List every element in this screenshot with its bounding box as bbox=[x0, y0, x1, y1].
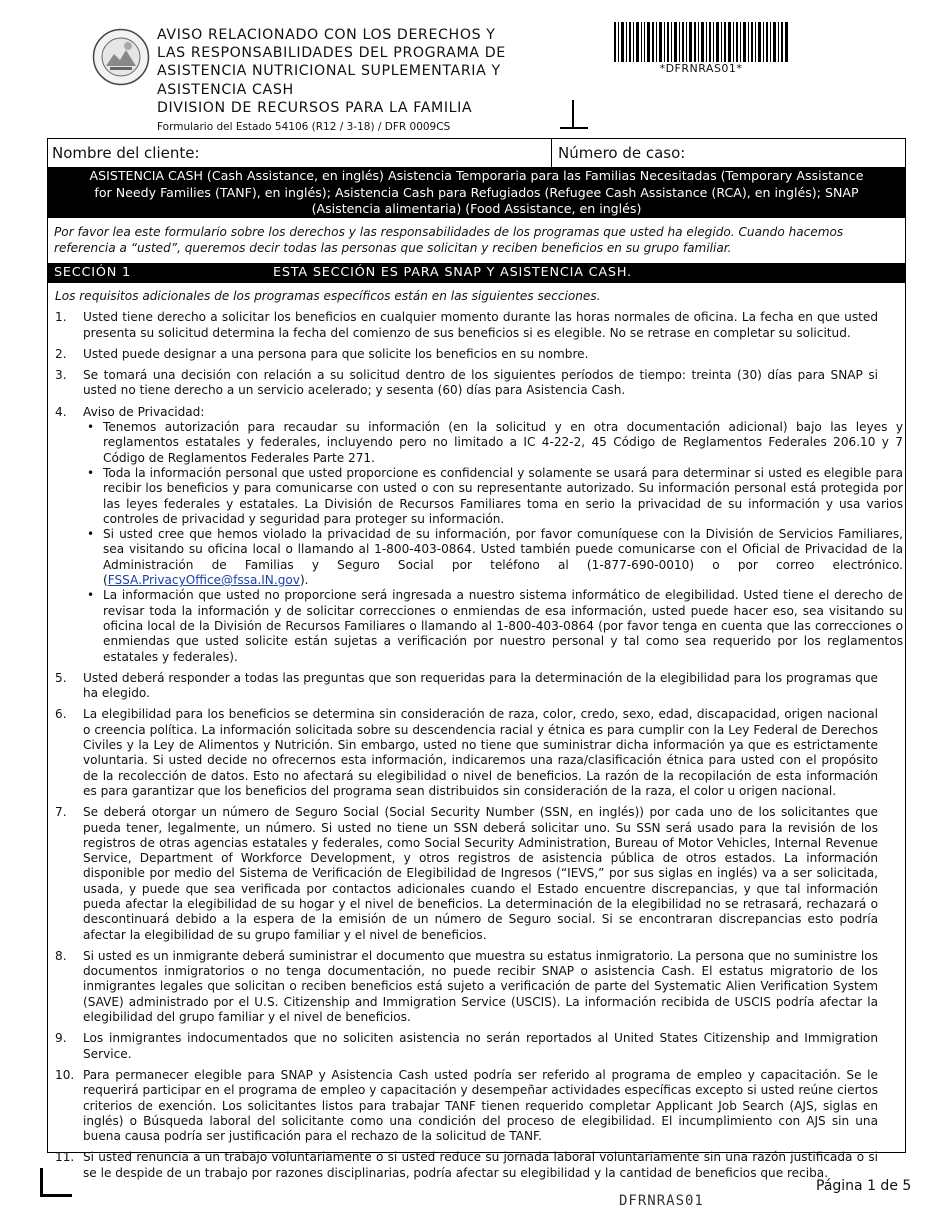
item-text: Usted puede designar a una persona para que solicite los beneficios en su nombre. bbox=[83, 346, 589, 361]
bullet-text-end: ). bbox=[299, 573, 309, 588]
case-number-cell bbox=[551, 139, 685, 167]
title-line: LAS RESPONSABILIDADES DEL PROGRAMA DE bbox=[157, 45, 506, 62]
registration-corner-mark bbox=[40, 1168, 72, 1198]
registration-mark bbox=[560, 100, 588, 130]
item-number: 10. bbox=[55, 1067, 75, 1082]
intro-text: Por favor lea este formulario sobre los derechos y las responsabilidades de los programas que usted ha elegido. Cuando hacemos referencia a “usted”, queremos decir todas las personas que solicitan y reciben beneficios en su grupo familiar. bbox=[54, 225, 844, 255]
list-item bbox=[48, 405, 905, 665]
page-number: Página 1 de 5 bbox=[816, 1178, 912, 1194]
list-item bbox=[48, 805, 905, 943]
bullet-text: Tenemos autorización para recaudar su información (en la solicitud y en otra documentación adicional) bajo las leyes y reglamentos estatales y federales, incluyendo pero no limitado a IC 4-22-2, 45 Código de Reglamentos Federales 206.10 y 7 Código de Reglamentos Federales Parte 271. bbox=[103, 420, 903, 465]
title-line: ASISTENCIA NUTRICIONAL SUPLEMENTARIA Y bbox=[157, 63, 501, 80]
list-item bbox=[48, 671, 905, 702]
state-seal-logo bbox=[92, 28, 150, 86]
section-lead: Los requisitos adicionales de los programas específicos están en las siguientes secciones. bbox=[55, 289, 601, 303]
document-title bbox=[157, 26, 506, 117]
item-number: 4. bbox=[55, 404, 67, 419]
list-item bbox=[48, 1150, 905, 1181]
bullet-icon: • bbox=[87, 588, 95, 603]
item-text: Usted deberá responder a todas las preguntas que son requeridas para la determinación de la elegibilidad para los programas que ha elegido. bbox=[83, 670, 878, 701]
list-item bbox=[48, 368, 905, 399]
item-text: Los inmigrantes indocumentados que no soliciten asistencia no serán reportados al United States Citizenship and Immigration Service. bbox=[83, 1031, 878, 1061]
section-header bbox=[48, 263, 905, 283]
programs-banner: ASISTENCIA CASH (Cash Assistance, en inglés) Asistencia Temporaria para las Familias Necesitadas (Temporary Assistance for Needy Families (TANF), en inglés); Asistencia Cash para Refugiados (Refugee Cash Assistance (RCA), en inglés); SNAP (Asistencia alimentaria) (Food Assistance, en inglés) bbox=[48, 168, 905, 218]
item-number: 11. bbox=[55, 1150, 75, 1165]
footer-form-code: DFRNRAS01 bbox=[619, 1193, 704, 1209]
bullet-text: Toda la información personal que usted proporcione es confidencial y solamente se usará para determinar si usted es elegible para recibir los beneficios y para comunicarse con usted o con su representante autorizado. Su información personal está protegida por las leyes federales y estatales. La División de Recursos Familiares toma en serio la privacidad de su información y usa varios controles de privacidad y seguridad para proteger su información. bbox=[103, 465, 903, 526]
case-number-field[interactable]: Número de caso: bbox=[558, 144, 686, 162]
barcode bbox=[614, 22, 788, 62]
form-id: Formulario del Estado 54106 (R12 / 3-18) / DFR 0009CS bbox=[157, 121, 451, 133]
item-number: 8. bbox=[55, 948, 67, 963]
section-number: SECCIÓN 1 bbox=[54, 265, 131, 280]
bullet-icon: • bbox=[87, 527, 95, 542]
list-item bbox=[48, 310, 905, 341]
bullet-item bbox=[83, 527, 905, 588]
item-text: Se tomará una decisión con relación a su solicitud dentro de los siguientes períodos de tiempo: treinta (30) días para SNAP si usted no tiene derecho a un servicio acelerado; y sesenta (60) días para Asistencia Cash. bbox=[83, 368, 878, 398]
bullet-item bbox=[83, 588, 905, 664]
item-text: Para permanecer elegible para SNAP y Asistencia Cash usted podría ser referido al programa de empleo y capacitación. Se le requerirá participar en el programa de empleo y capacitación y desempeñar actividades específicas excepto si usted reúne ciertos criterios de exención. Los solicitantes listos para trabajar TANF tienen requerido completar Applicant Job Search (AJS, siglas en inglés) o Búsqueda laboral del solicitante como una condición del proceso de elegibilidad. El incumplimiento con AJS sin una buena causa podría ser justificación para el rechazo de la solicitud de TANF. bbox=[83, 1067, 878, 1144]
section-title: ESTA SECCIÓN ES PARA SNAP Y ASISTENCIA CASH. bbox=[273, 265, 632, 280]
barcode-text: *DFRNRAS01* bbox=[659, 62, 743, 75]
title-line: ASISTENCIA CASH bbox=[157, 81, 294, 98]
bullet-text: La información que usted no proporcione será ingresada a nuestro sistema informático de elegibilidad. Usted tiene el derecho de revisar toda la información y de solicitar correcciones o enmiendas de esa información, usted puede hacer eso, sea visitando su oficina local de la División de Recursos Familiares o llamando al 1-800-403-0864 (por favor tenga en cuenta que las correcciones o enmiendas que usted solicite están sujetas a verificación por nuestro personal y tal como sea requerido por los reglamentos estatales y federales). bbox=[103, 588, 903, 664]
client-name-field[interactable]: Nombre del cliente: bbox=[52, 144, 200, 162]
item-number: 3. bbox=[55, 368, 67, 383]
bullet-icon: • bbox=[87, 420, 95, 435]
title-line: AVISO RELACIONADO CON LOS DERECHOS Y bbox=[157, 27, 496, 43]
privacy-bullets bbox=[83, 420, 903, 665]
title-line: DIVISION DE RECURSOS PARA LA FAMILIA bbox=[157, 99, 473, 116]
section-body bbox=[48, 287, 905, 1187]
item-text: Aviso de Privacidad: bbox=[83, 404, 205, 419]
client-row bbox=[48, 139, 905, 168]
item-number: 7. bbox=[55, 805, 67, 820]
list-item bbox=[48, 1031, 905, 1062]
list-item bbox=[48, 347, 905, 362]
item-text: Se deberá otorgar un número de Seguro Social (Social Security Number (SSN, en inglés)) por cada uno de los solicitantes que pueda tener, legalmente, un número. Si usted no tiene un SSN deberá solicitar uno. Su SSN será usado para la revisión de los registros de otras agencias estatales y federales, como Social Security Administration, Bureau of Motor Vehicles, Internal Revenue Service, Department of Workforce Development, y otros registros de asistencia pública de otros estados. La información disponible por medio del Sistema de Verificación de Elegibilidad de Ingresos (“IEVS,” por sus siglas en inglés) va a ser solicitada, usada, y puede que sea verificada por contactos adicionales cuando el Estado encuentre discrepancias, y que tal información pueda afectar la elegibilidad de su hogar y el nivel de beneficios. La determinación de la elegibilidad no se retrasará, rechazará o descontinuará debido a la espera de la emisión de un número de Seguro social. Si se encontraran discrepancias esto podría afectar la elegibilidad de su grupo familiar y el nivel de beneficios. bbox=[83, 805, 878, 942]
item-text: Usted tiene derecho a solicitar los beneficios en cualquier momento durante las horas normales de oficina. La fecha en que usted presenta su solicitud determina la fecha del comienzo de sus beneficios si es elegible. No se retrase en completar su solicitud. bbox=[83, 310, 878, 340]
item-number: 2. bbox=[55, 346, 67, 361]
item-number: 5. bbox=[55, 670, 67, 685]
form-frame bbox=[47, 138, 906, 1180]
bullet-text: Si usted cree que hemos violado la privacidad de su información, por favor comuníquese con la División de Servicios Familiares, sea visitando su oficina local o llamando al 1-800-403-0864. Usted también puede comunicarse con el Oficial de Privacidad de la Administración de Familias y Seguro Social por teléfono al (1-877-690-0010) o por correo electrónico. ( bbox=[103, 527, 903, 588]
item-number: 1. bbox=[55, 310, 67, 325]
bullet-icon: • bbox=[87, 465, 95, 480]
list-item bbox=[48, 1068, 905, 1144]
bullet-item bbox=[83, 420, 905, 466]
item-text: Si usted renuncia a un trabajo voluntariamente o si usted reduce su jornada laboral voluntariamente sin una razón justificada o si se le despide de un trabajo por razones disciplinarias, podría afectar su elegibilidad y la cantidad de beneficios que reciba. bbox=[83, 1150, 878, 1180]
item-number: 6. bbox=[55, 707, 67, 722]
bullet-item bbox=[83, 466, 905, 527]
item-text: La elegibilidad para los beneficios se determina sin consideración de raza, color, credo, sexo, edad, discapacidad, origen nacional o creencia política. La información solicitada sobre su descendencia racial y étnica es para cumplir con la Ley Federal de Derechos Civiles y la Ley de Alimentos y Nutrición. Sin embargo, usted no tiene que suministrar dicha información ya que es estrictamente voluntaria. Si usted decide no ofrecernos esta información, indicaremos una raza/clasificación étnica para usted con el propósito de la recolección de datos. Esto no afectará su elegibilidad o nivel de beneficios. La razón de la recopilación de esta información es para garantizar que los beneficios del programa sean distribuidos sin consideración de la raza, el color u origen nacional. bbox=[83, 707, 878, 798]
item-text: Si usted es un inmigrante deberá suministrar el documento que muestra su estatus inmigratorio. La persona que no suministre los documentos inmigratorios o no tenga documentación, no puede recibir SNAP o asistencia Cash. El estatus migratorio de los inmigrantes legales que solicitan o reciben beneficios está sujeto a verificación de parte del Systematic Alien Verification System (SAVE) administrado por el U.S. Citizenship and Immigration Service (USCIS). La información recibida de USCIS podría afectar la elegibilidad del grupo familiar y el nivel de beneficios. bbox=[83, 948, 878, 1025]
item-number: 9. bbox=[55, 1031, 67, 1046]
list-item bbox=[48, 707, 905, 799]
privacy-email-link[interactable]: FSSA.PrivacyOffice@fssa.IN.gov bbox=[107, 573, 300, 588]
list-item bbox=[48, 949, 905, 1025]
